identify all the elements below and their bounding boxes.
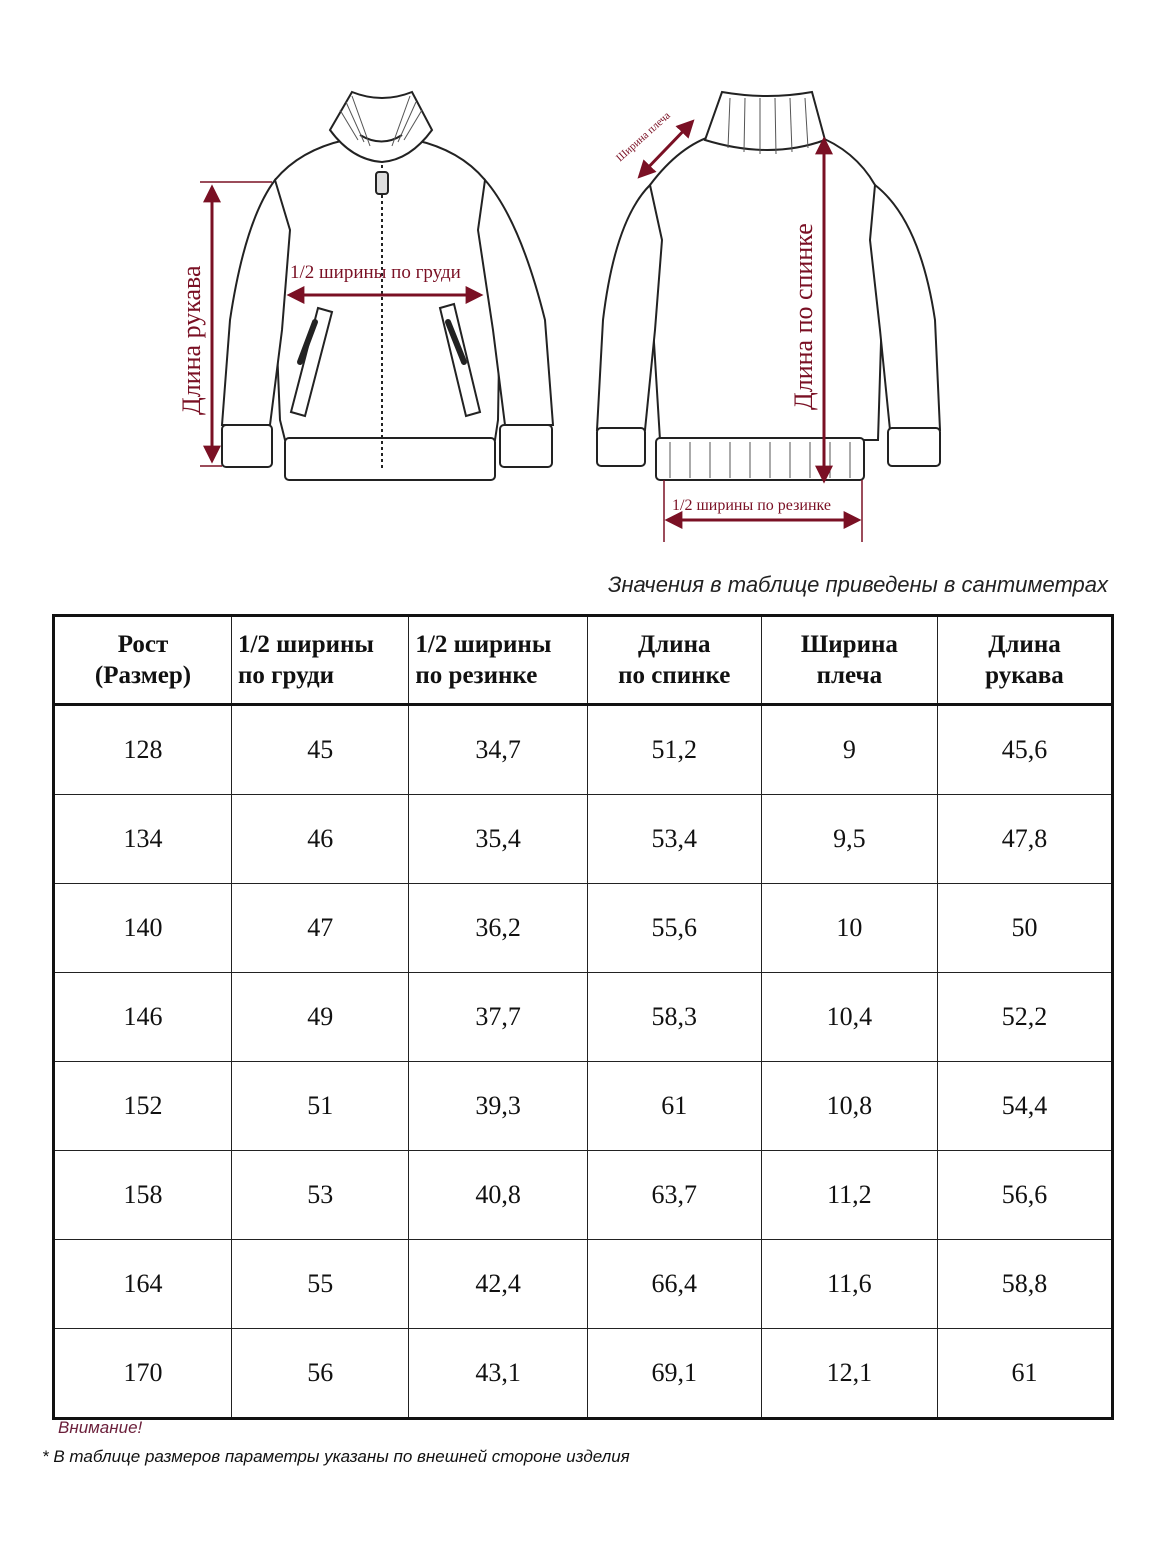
column-header [587,616,761,705]
column-header [231,616,408,705]
table-cell: 152 [54,1062,232,1151]
table-row [54,1240,1113,1329]
back-jacket-drawing [597,92,940,480]
column-header-line: рукава [985,662,1064,689]
table-cell: 55 [231,1240,408,1329]
table-cell: 58,8 [937,1240,1112,1329]
column-header-line: по спинке [618,662,731,689]
column-header-line: (Размер) [94,662,192,689]
table-cell: 12,1 [761,1329,937,1419]
table-cell: 46 [231,795,408,884]
label-shoulder-width: Ширина плеча [613,109,673,165]
jacket-diagrams [0,0,1156,560]
table-cell: 140 [54,884,232,973]
column-header-line: 1/2 ширины [237,630,374,658]
table-cell: 47,8 [937,795,1112,884]
table-cell: 36,2 [409,884,587,973]
table-cell: 164 [54,1240,232,1329]
table-row [54,884,1113,973]
table-cell: 34,7 [409,705,587,795]
column-header [54,616,232,705]
table-row [54,705,1113,795]
warning-label: Внимание! [58,1418,143,1437]
column-header-line: по груди [237,662,335,689]
table-cell: 128 [54,705,232,795]
table-cell: 9 [761,705,937,795]
table-row [54,1329,1113,1419]
table-cell: 51,2 [587,705,761,795]
table-cell: 39,3 [409,1062,587,1151]
table-cell: 45,6 [937,705,1112,795]
size-table [52,614,1114,1420]
label-half-chest: 1/2 ширины по груди [290,262,461,283]
table-cell: 66,4 [587,1240,761,1329]
footnote: * В таблице размеров параметры указаны по внешней стороне изделия [42,1447,630,1466]
label-half-hem: 1/2 ширины по резинке [672,497,831,514]
units-note: Значения в таблице приведены в сантиметрах [607,572,1108,597]
table-cell: 37,7 [409,973,587,1062]
table-cell: 61 [587,1062,761,1151]
column-header-line: по резинке [415,662,538,689]
table-cell: 10,4 [761,973,937,1062]
column-header-line: 1/2 ширины [415,630,552,658]
table-cell: 45 [231,705,408,795]
table-cell: 9,5 [761,795,937,884]
table-cell: 61 [937,1329,1112,1419]
table-cell: 10,8 [761,1062,937,1151]
table-cell: 170 [54,1329,232,1419]
label-back-length: Длина по спинке [789,223,818,410]
table-row [54,1151,1113,1240]
column-header-line: плеча [816,662,883,689]
table-cell: 49 [231,973,408,1062]
table-row [54,973,1113,1062]
table-cell: 53,4 [587,795,761,884]
column-header-line: Длина [988,630,1061,658]
column-header-line: Рост [117,630,169,658]
table-cell: 158 [54,1151,232,1240]
table-cell: 35,4 [409,795,587,884]
column-header [761,616,937,705]
table-header-row [54,616,1113,705]
table-cell: 55,6 [587,884,761,973]
table-cell: 47 [231,884,408,973]
table-row [54,795,1113,884]
table-cell: 52,2 [937,973,1112,1062]
table-cell: 50 [937,884,1112,973]
table-cell: 51 [231,1062,408,1151]
table-cell: 54,4 [937,1062,1112,1151]
column-header-line: Ширина [800,630,898,658]
table-cell: 146 [54,973,232,1062]
table-cell: 134 [54,795,232,884]
front-jacket-drawing [222,92,553,480]
column-header-line: Длина [637,630,711,658]
column-header [409,616,587,705]
table-row [54,1062,1113,1151]
table-cell: 10 [761,884,937,973]
table-cell: 11,6 [761,1240,937,1329]
table-cell: 42,4 [409,1240,587,1329]
table-cell: 63,7 [587,1151,761,1240]
table-cell: 40,8 [409,1151,587,1240]
table-cell: 53 [231,1151,408,1240]
table-cell: 56,6 [937,1151,1112,1240]
label-sleeve-length: Длина рукава [177,265,206,415]
table-cell: 69,1 [587,1329,761,1419]
table-body [54,705,1113,1419]
table-cell: 11,2 [761,1151,937,1240]
table-cell: 58,3 [587,973,761,1062]
column-header [937,616,1112,705]
table-cell: 43,1 [409,1329,587,1419]
table-cell: 56 [231,1329,408,1419]
